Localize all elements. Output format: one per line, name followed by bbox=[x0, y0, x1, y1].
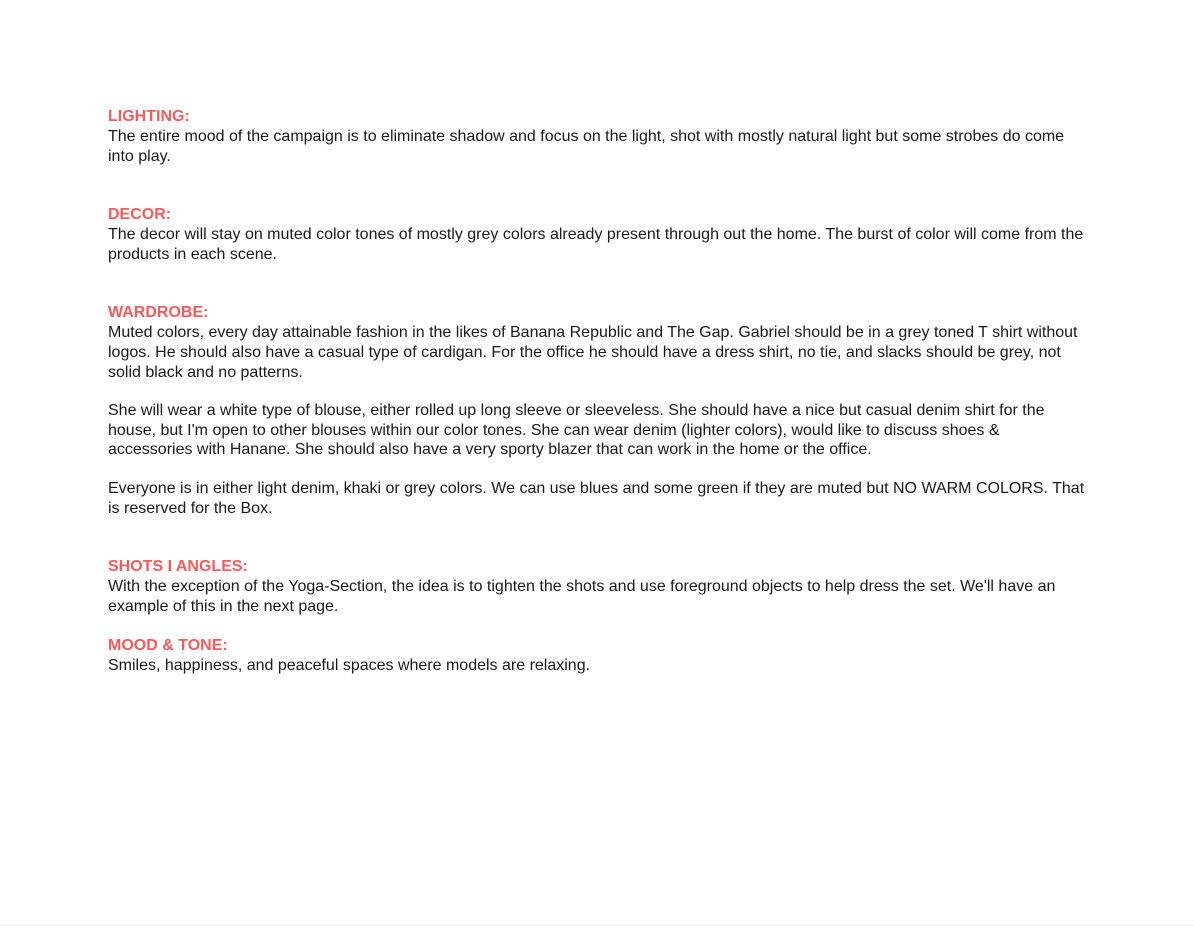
wardrobe-paragraph-3: Everyone is in either light denim, khaki or grey colors. We can use blues and some green if they are muted but NO WARM COLORS. That is reserved for the Box. bbox=[108, 479, 1085, 517]
section-decor bbox=[108, 205, 1088, 264]
shots-heading: SHOTS I ANGLES: bbox=[108, 558, 248, 576]
section-spacer bbox=[108, 166, 1088, 205]
section-lighting bbox=[108, 107, 1088, 166]
section-mood-tone bbox=[108, 636, 1088, 676]
section-spacer bbox=[108, 616, 1088, 636]
document-content bbox=[108, 107, 1088, 676]
paragraph-spacer bbox=[108, 460, 1088, 479]
mood-heading: MOOD & TONE: bbox=[108, 637, 228, 655]
wardrobe-paragraph-1: Muted colors, every day attainable fashion in the likes of Banana Republic and The Gap. Gabriel should be in a grey toned T shirt without logos. He should also have a casual type of cardigan. For the office he should have a dress shirt, no tie, and slacks should be grey, not solid black and no patterns. bbox=[108, 324, 1078, 381]
lighting-paragraph: The entire mood of the campaign is to eliminate shadow and focus on the light, shot with mostly natural light but some strobes do come into play. bbox=[108, 128, 1065, 165]
paragraph-spacer bbox=[108, 382, 1088, 401]
decor-paragraph: The decor will stay on muted color tones of mostly grey colors already present through out the home. The burst of color will come from the products in each scene. bbox=[108, 226, 1084, 263]
lighting-heading: LIGHTING: bbox=[108, 108, 190, 125]
mood-paragraph: Smiles, happiness, and peaceful spaces where models are relaxing. bbox=[108, 657, 591, 675]
section-spacer bbox=[108, 518, 1088, 557]
section-wardrobe bbox=[108, 303, 1088, 518]
section-shots-angles bbox=[108, 557, 1088, 616]
wardrobe-heading: WARDROBE: bbox=[108, 304, 209, 322]
section-spacer bbox=[108, 264, 1088, 303]
shots-paragraph: With the exception of the Yoga-Section, the idea is to tighten the shots and use foreground objects to help dress the set. We'll have an example of this in the next page. bbox=[108, 578, 1056, 615]
decor-heading: DECOR: bbox=[108, 206, 172, 224]
wardrobe-paragraph-2: She will wear a white type of blouse, either rolled up long sleeve or sleeveless. She should have a nice but casual denim shirt for the house, but I'm open to other blouses within our color tones. She can wear denim (lighter colors), would like to discuss shoes & accessories with Hanane. She should also have a very sporty blazer that can work in the home or the office. bbox=[108, 402, 1045, 459]
